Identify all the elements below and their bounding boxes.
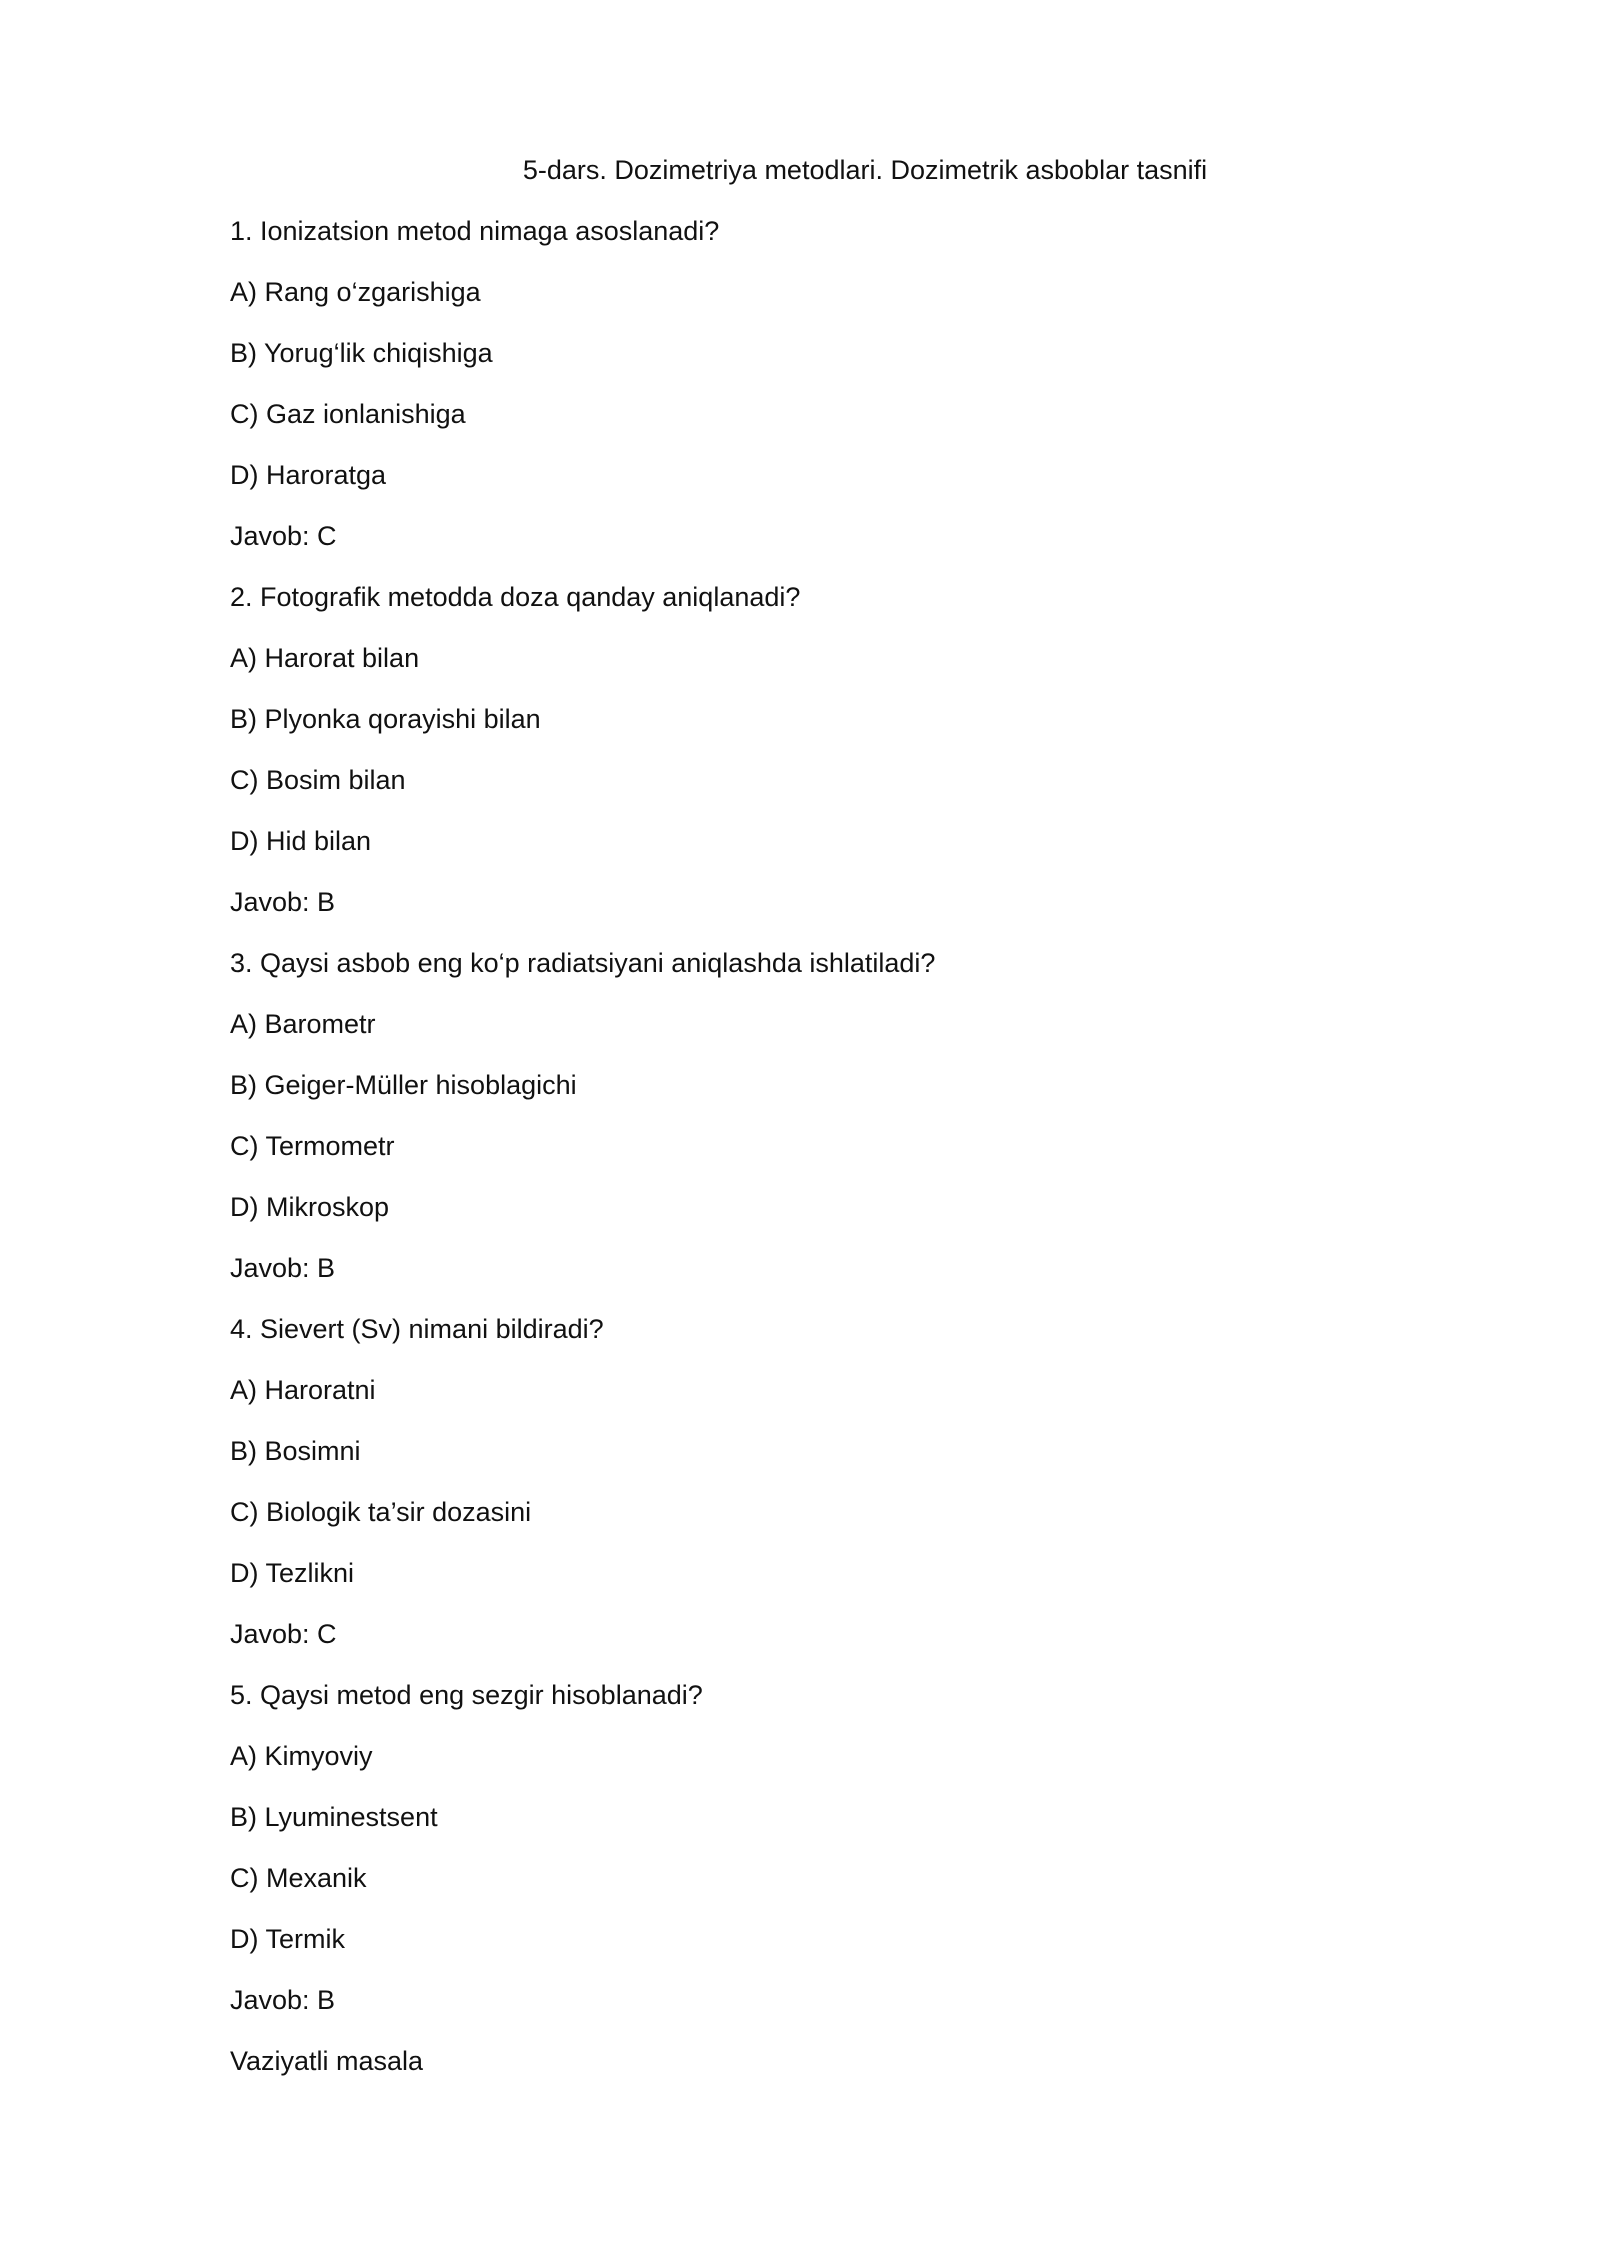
option-c: C) Mexanik [230,1863,367,1893]
option-c: C) Biologik ta’sir dozasini [230,1497,532,1527]
question-text: 4. Sievert (Sv) nimani bildiradi? [230,1314,604,1344]
question-text: 3. Qaysi asbob eng ko‘p radiatsiyani aniqlashda ishlatiladi? [230,948,936,978]
answer-text: Javob: C [230,1619,337,1649]
option-d: D) Hid bilan [230,826,372,856]
option-c: C) Bosim bilan [230,765,406,795]
question-text: 5. Qaysi metod eng sezgir hisoblanadi? [230,1680,703,1710]
option-a: A) Rang o‘zgarishiga [230,277,481,307]
option-a: A) Haroratni [230,1375,376,1405]
question-block-3 [230,945,1370,1311]
section-heading-situational-task: Vaziyatli masala [230,2046,424,2076]
option-d: D) Termik [230,1924,346,1954]
question-block-1 [230,213,1370,579]
document-body [230,213,1370,2104]
option-d: D) Mikroskop [230,1192,390,1222]
option-b: B) Geiger-Müller hisoblagichi [230,1070,577,1100]
option-d: D) Haroratga [230,460,387,490]
answer-text: Javob: B [230,887,336,917]
answer-text: Javob: B [230,1985,336,2015]
option-d: D) Tezlikni [230,1558,355,1588]
answer-text: Javob: C [230,521,337,551]
answer-text: Javob: B [230,1253,336,1283]
option-b: B) Yorug‘lik chiqishiga [230,338,493,368]
option-a: A) Kimyoviy [230,1741,373,1771]
option-b: B) Bosimni [230,1436,361,1466]
question-block-2 [230,579,1370,945]
option-b: B) Lyuminestsent [230,1802,438,1832]
question-block-5 [230,1677,1370,2043]
question-text: 1. Ionizatsion metod nimaga asoslanadi? [230,216,720,246]
option-a: A) Harorat bilan [230,643,420,673]
question-text: 2. Fotografik metodda doza qanday aniqlanadi? [230,582,801,612]
document-title: 5-dars. Dozimetriya metodlari. Dozimetrik asboblar tasnifi [522,155,1208,185]
option-b: B) Plyonka qorayishi bilan [230,704,541,734]
question-block-4 [230,1311,1370,1677]
option-a: A) Barometr [230,1009,376,1039]
option-c: C) Termometr [230,1131,395,1161]
option-c: C) Gaz ionlanishiga [230,399,466,429]
